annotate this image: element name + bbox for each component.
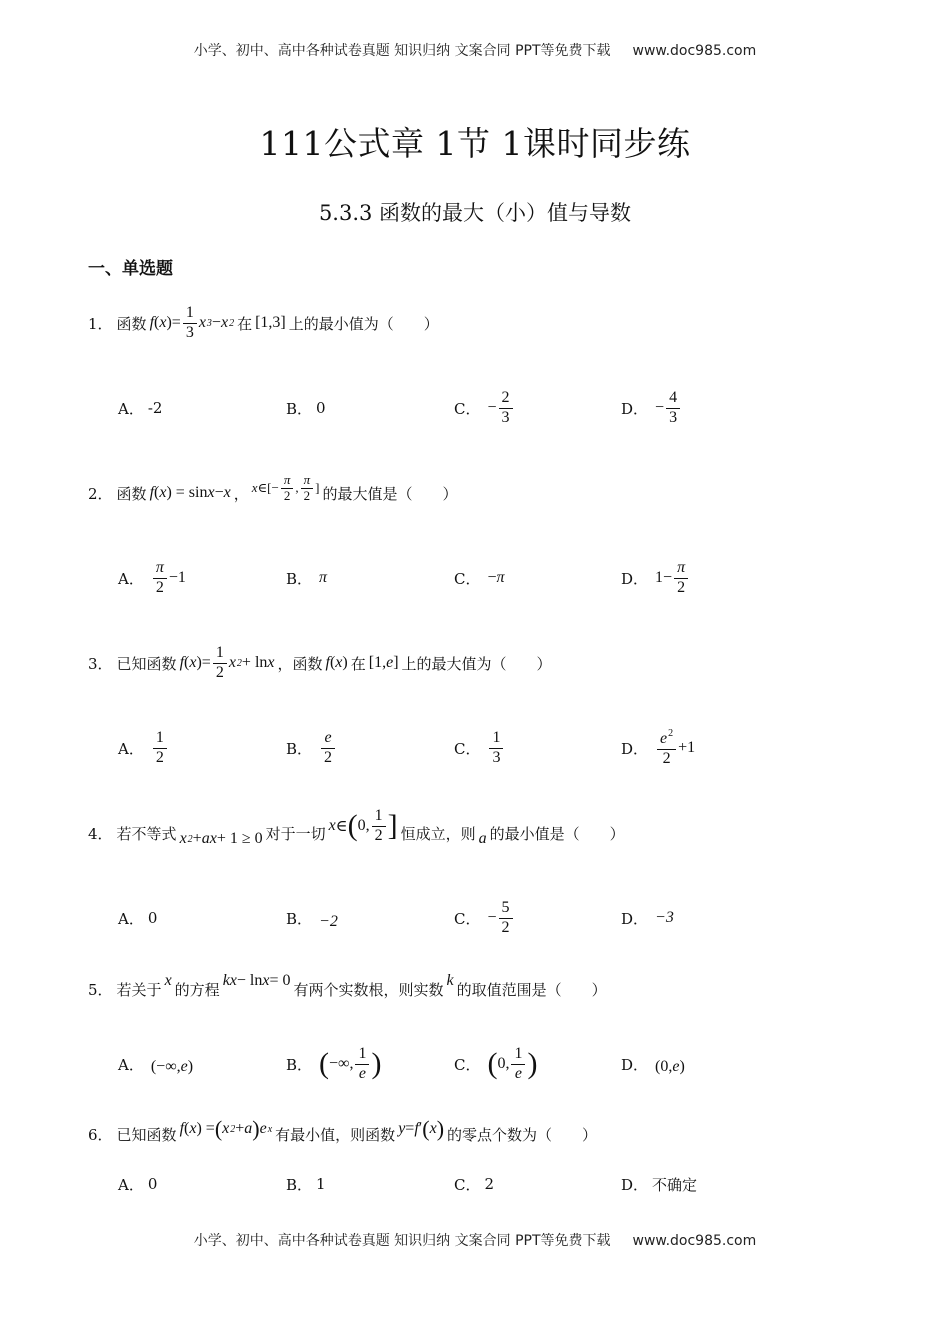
- option-value: 0: [147, 1175, 158, 1193]
- formula: f ( x ) = sin x − x: [149, 484, 231, 501]
- option-label: B．: [286, 739, 313, 758]
- option[interactable]: [621, 898, 677, 938]
- question-text: 函数: [116, 314, 147, 333]
- option-formula: π: [319, 569, 328, 586]
- question-1: [88, 300, 439, 346]
- option[interactable]: [454, 558, 508, 598]
- question-text: 在: [350, 654, 366, 673]
- section-heading: 一、单选题: [88, 259, 173, 279]
- option-formula: $\frac{e^2}{2}$ +1: [655, 728, 695, 768]
- interval: [1, e ]: [368, 654, 399, 671]
- question-text: 已知函数: [116, 654, 177, 673]
- option-formula: $\frac{1}{3}$: [487, 729, 505, 767]
- option-formula: ( 0, $\frac{1}{e}$ ): [487, 1045, 538, 1082]
- option[interactable]: [118, 1044, 196, 1084]
- option[interactable]: [454, 898, 518, 938]
- option[interactable]: [118, 1164, 157, 1204]
- question-text: 上的最小值为（ ）: [288, 314, 439, 333]
- question-6: [88, 1114, 597, 1154]
- option-label: B．: [286, 399, 313, 418]
- option-label: B．: [286, 1175, 313, 1194]
- option-value: 0: [316, 399, 326, 417]
- option-label: D．: [621, 399, 649, 418]
- option[interactable]: [621, 1164, 697, 1204]
- option[interactable]: [454, 1164, 494, 1204]
- interval: [1,3]: [255, 314, 286, 331]
- formula: k: [446, 972, 454, 989]
- options-3: [118, 728, 838, 768]
- options-2: [118, 558, 838, 598]
- option[interactable]: [118, 728, 172, 768]
- option-value: -2: [147, 399, 163, 417]
- option[interactable]: [286, 728, 340, 768]
- option-label: B．: [286, 909, 313, 928]
- question-3: [88, 638, 552, 688]
- option[interactable]: [286, 1044, 384, 1084]
- option-label: A．: [118, 399, 144, 418]
- option-value: 不确定: [652, 1175, 698, 1194]
- option[interactable]: [621, 388, 685, 428]
- footer-url[interactable]: www.doc985.com: [632, 1233, 757, 1249]
- option-formula: − $\frac{5}{2}$: [487, 899, 514, 937]
- option-formula: 1− $\frac{\pi}{2}$: [655, 559, 690, 597]
- formula: kx − ln x = 0: [222, 972, 291, 989]
- option[interactable]: [286, 388, 326, 428]
- option[interactable]: [454, 728, 508, 768]
- formula: x 2 + ax + 1 ≥ 0: [179, 830, 263, 847]
- formula: f ( x ): [325, 654, 348, 671]
- option-label: D．: [621, 909, 649, 928]
- options-6: [118, 1164, 838, 1204]
- page-header: [0, 40, 950, 60]
- options-5: [118, 1044, 838, 1084]
- option-value: 0: [147, 909, 158, 927]
- question-text: ，函数: [277, 654, 323, 673]
- option-value: 1: [316, 1175, 326, 1193]
- option-formula: − $\frac{4}{3}$: [655, 389, 682, 427]
- option-formula: − $\frac{2}{3}$: [487, 389, 514, 427]
- option-label: C．: [454, 739, 481, 758]
- footer-text: 小学、初中、高中各种试卷真题 知识归纳 文案合同 PPT等免费下载: [193, 1233, 611, 1249]
- option-value: 2: [484, 1175, 495, 1193]
- option[interactable]: [454, 388, 518, 428]
- question-text: 的最小值是（ ）: [489, 824, 625, 843]
- option[interactable]: [454, 1044, 540, 1084]
- option-label: A．: [118, 909, 144, 928]
- question-text: 函数: [116, 484, 147, 503]
- formula: x: [164, 972, 172, 989]
- options-4: [118, 898, 838, 938]
- option[interactable]: [118, 898, 157, 938]
- option[interactable]: [286, 1164, 326, 1204]
- formula: x ∈[− $\frac{\pi}{2}$ , $\frac{\pi}{2}$ ]: [251, 471, 320, 503]
- page-footer: [0, 1230, 950, 1250]
- option-label: C．: [454, 569, 481, 588]
- option-value: −2: [319, 913, 338, 930]
- option-formula: $\frac{\pi}{2}$ −1: [151, 559, 186, 597]
- question-number: 3．: [88, 654, 113, 673]
- option-label: C．: [454, 909, 481, 928]
- question-text: 若关于: [116, 980, 162, 999]
- question-number: 5．: [88, 980, 113, 999]
- option-label: D．: [621, 739, 649, 758]
- option-formula: $\frac{e}{2}$: [319, 729, 337, 767]
- page-title: 111公式章 1节 1课时同步练: [259, 124, 691, 163]
- question-text: 的零点个数为（ ）: [447, 1125, 598, 1144]
- formula: x ∈ ( 0, $\frac{1}{2}$ ]: [328, 807, 398, 844]
- option[interactable]: [621, 558, 693, 598]
- option-label: A．: [118, 1055, 144, 1074]
- option-label: C．: [454, 399, 481, 418]
- option[interactable]: [118, 388, 162, 428]
- question-number: 6．: [88, 1125, 113, 1144]
- formula: f ( x ) = ( x 2 + a ) e x: [179, 1116, 273, 1141]
- options-1: [118, 388, 838, 428]
- option-label: B．: [286, 1055, 313, 1074]
- question-number: 1．: [88, 314, 113, 333]
- option-label: D．: [621, 1055, 649, 1074]
- question-text: ，: [233, 484, 249, 503]
- question-text: 若不等式: [116, 824, 177, 843]
- header-url[interactable]: www.doc985.com: [632, 43, 757, 59]
- question-2: [88, 468, 457, 518]
- question-text: 对于一切: [265, 824, 326, 843]
- formula: a: [478, 830, 487, 847]
- option-formula: (−∞, e ): [150, 1058, 194, 1075]
- option-label: A．: [118, 569, 144, 588]
- option-formula: (0, e ): [655, 1058, 685, 1075]
- option[interactable]: [621, 728, 698, 768]
- option[interactable]: [286, 898, 341, 938]
- option-label: A．: [118, 1175, 144, 1194]
- question-text: 在: [237, 314, 253, 333]
- question-text: 有两个实数根，则实数: [293, 980, 444, 999]
- question-4: [88, 806, 625, 860]
- option-label: C．: [454, 1175, 481, 1194]
- question-number: 2．: [88, 484, 113, 503]
- option-value: −3: [655, 909, 674, 926]
- header-text: 小学、初中、高中各种试卷真题 知识归纳 文案合同 PPT等免费下载: [193, 43, 611, 59]
- formula: y = f ′ ( x ): [398, 1116, 445, 1141]
- question-text: 恒成立，则: [400, 824, 476, 843]
- option-label: A．: [118, 739, 144, 758]
- question-text: 有最小值，则函数: [275, 1125, 396, 1144]
- option-formula: ( −∞, $\frac{1}{e}$ ): [319, 1045, 382, 1082]
- question-text: 的取值范围是（ ）: [456, 980, 607, 999]
- question-text: 的最大值是（ ）: [322, 484, 458, 503]
- option-formula: − π: [487, 569, 505, 586]
- option-label: D．: [621, 569, 649, 588]
- option-label: B．: [286, 569, 313, 588]
- question-text: 上的最大值为（ ）: [401, 654, 552, 673]
- formula: f ( x )= $\frac{1}{3}$ x 3 − x 2: [149, 304, 235, 341]
- page-subtitle: 5.3.3 函数的最大（小）值与导数: [318, 201, 632, 225]
- option[interactable]: [118, 558, 189, 598]
- formula: f ( x )= $\frac{1}{2}$ x 2 + ln x: [179, 644, 275, 681]
- option-formula: $\frac{1}{2}$: [151, 729, 169, 767]
- option[interactable]: [286, 558, 330, 598]
- option-label: D．: [621, 1175, 649, 1194]
- question-text: 的方程: [174, 980, 220, 999]
- question-number: 4．: [88, 824, 113, 843]
- question-text: 已知函数: [116, 1125, 177, 1144]
- option-label: C．: [454, 1055, 481, 1074]
- option[interactable]: [621, 1044, 688, 1084]
- question-5: [88, 966, 607, 1012]
